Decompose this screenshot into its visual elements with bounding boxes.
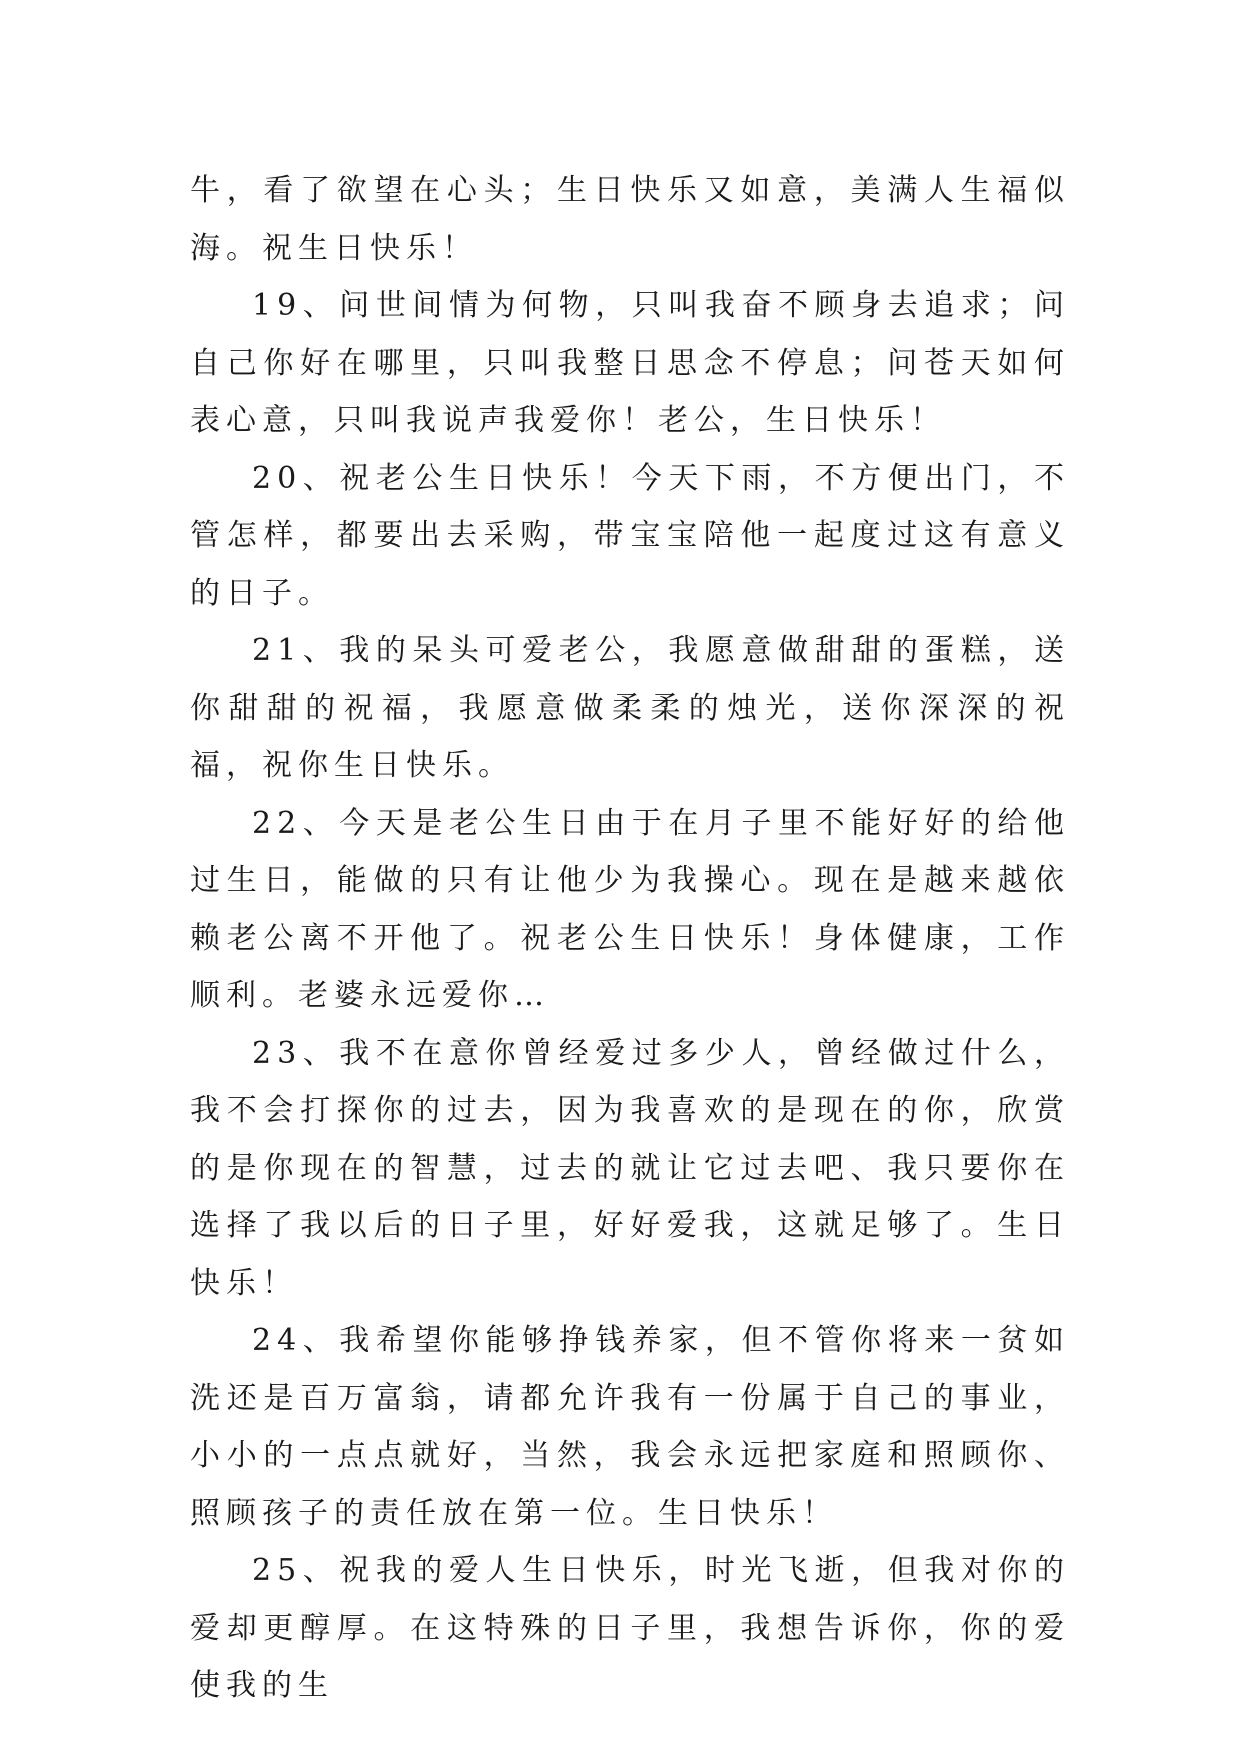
body-text (190, 162, 1070, 1715)
paragraph-24: 24、我希望你能够挣钱养家，但不管你将来一贫如洗还是百万富翁，请都允许我有一份属于自己的事业，小小的一点点就好，当然，我会永远把家庭和照顾你、照顾孩子的责任放在第一位。生日快乐！ (190, 1323, 1070, 1531)
paragraph-19: 19、问世间情为何物，只叫我奋不顾身去追求；问自己你好在哪里，只叫我整日思念不停息；问苍天如何表心意，只叫我说声我爱你！老公，生日快乐！ (190, 288, 1070, 438)
paragraph-23: 23、我不在意你曾经爱过多少人，曾经做过什么，我不会打探你的过去，因为我喜欢的是现在的你，欣赏的是你现在的智慧，过去的就让它过去吧、我只要你在选择了我以后的日子里，好好爱我，这就足够了。生日快乐！ (190, 1035, 1070, 1301)
paragraph-continuation: 牛，看了欲望在心头；生日快乐又如意，美满人生福似海。祝生日快乐！ (190, 173, 1070, 266)
paragraph-22: 22、今天是老公生日由于在月子里不能好好的给他过生日，能做的只有让他少为我操心。现在是越来越依赖老公离不开他了。祝老公生日快乐！身体健康，工作顺利。老婆永远爱你… (190, 805, 1070, 1013)
paragraph-25: 25、祝我的爱人生日快乐，时光飞逝，但我对你的爱却更醇厚。在这特殊的日子里，我想告诉你，你的爱使我的生 (190, 1553, 1070, 1703)
paragraph-20: 20、祝老公生日快乐！今天下雨，不方便出门，不管怎样，都要出去采购，带宝宝陪他一起度过这有意义的日子。 (190, 460, 1070, 611)
paragraph-21: 21、我的呆头可爱老公，我愿意做甜甜的蛋糕，送你甜甜的祝福，我愿意做柔柔的烛光，送你深深的祝福，祝你生日快乐。 (190, 633, 1070, 783)
